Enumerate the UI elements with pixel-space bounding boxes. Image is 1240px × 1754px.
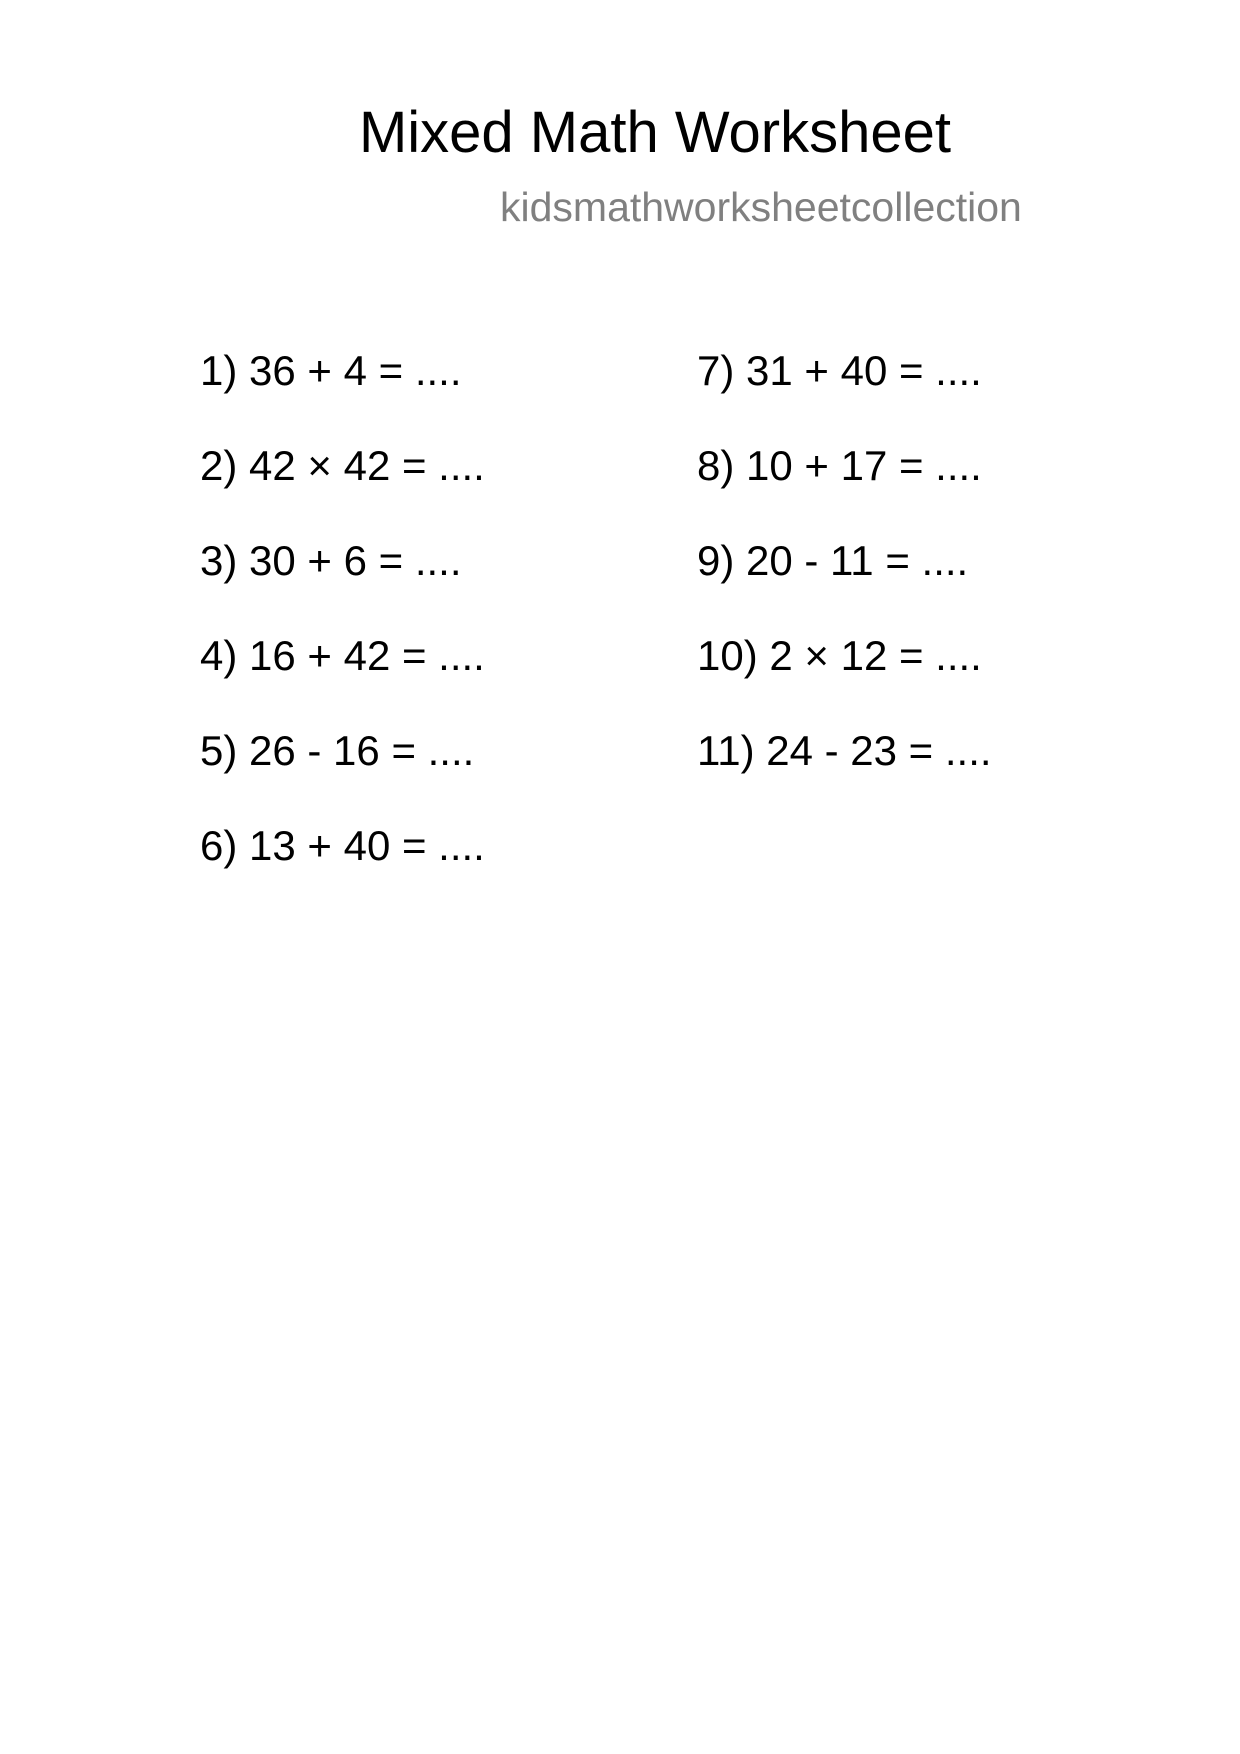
math-problem: 6) 13 + 40 = .... xyxy=(200,822,485,869)
math-problem: 11) 24 - 23 = .... xyxy=(697,727,992,774)
math-problem: 4) 16 + 42 = .... xyxy=(200,632,485,679)
page-subtitle: kidsmathworksheetcollection xyxy=(500,184,1022,230)
math-problem: 9) 20 - 11 = .... xyxy=(697,537,969,584)
math-problem: 5) 26 - 16 = .... xyxy=(200,727,475,774)
math-problem: 3) 30 + 6 = .... xyxy=(200,537,462,584)
math-problem: 8) 10 + 17 = .... xyxy=(697,442,982,489)
problem-column-right xyxy=(697,346,992,821)
math-problem: 7) 31 + 40 = .... xyxy=(697,347,982,394)
page-title: Mixed Math Worksheet xyxy=(358,100,952,165)
math-problem: 2) 42 × 42 = .... xyxy=(200,442,485,489)
math-problem: 10) 2 × 12 = .... xyxy=(697,632,982,679)
problem-column-left xyxy=(200,346,485,916)
math-problem: 1) 36 + 4 = .... xyxy=(200,347,462,394)
